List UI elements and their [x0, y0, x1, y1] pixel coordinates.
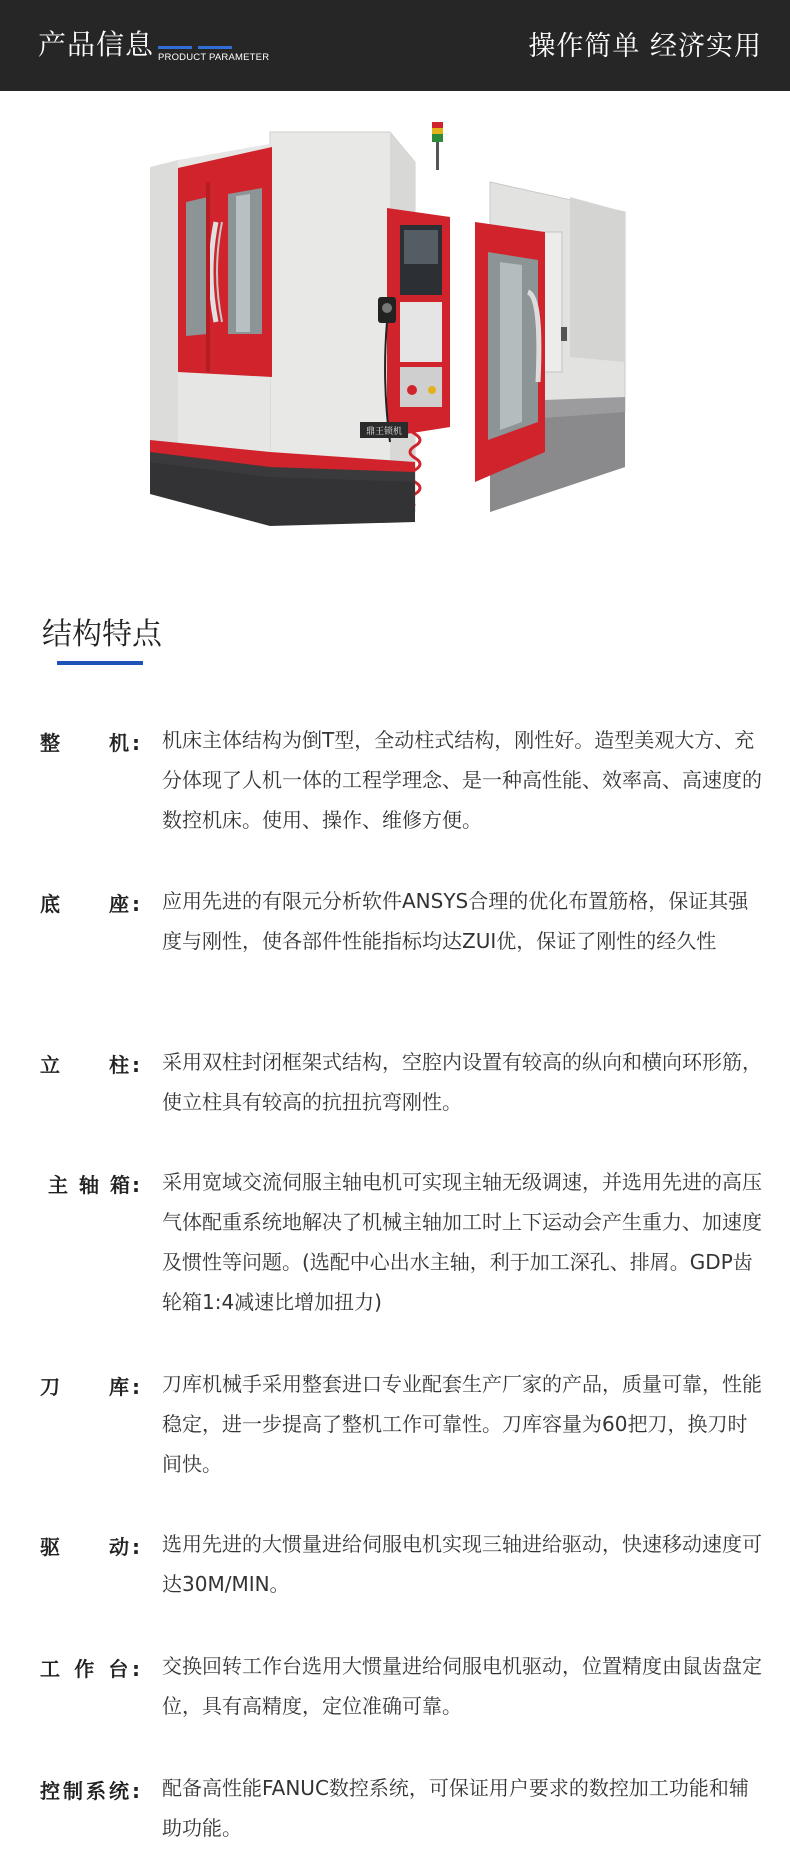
rear-cabinet-side	[570, 197, 625, 362]
signal-light-yellow	[432, 128, 443, 134]
rear-cabinet-handle	[561, 327, 567, 341]
header-title: 产品信息	[38, 28, 155, 61]
control-panel-buttons	[400, 367, 442, 407]
feature-label: 工 作 台:	[40, 1657, 140, 1681]
section-title: 结构特点	[42, 617, 162, 652]
control-panel-keys	[400, 302, 442, 362]
signal-light-red	[432, 122, 443, 128]
left-cabinet-side	[150, 160, 178, 447]
feature-text: 交换回转工作台选用大惯量进给伺服电机驱动，位置精度由鼠齿盘定位，具有高精度，定位准确可靠。	[162, 1654, 762, 1718]
feature-text: 选用先进的大惯量进给伺服电机实现三轴进给驱动，快速移动速度可达30M/MIN。	[162, 1532, 762, 1596]
feature-label: 立 柱:	[40, 1053, 140, 1077]
header-accent-bar	[198, 46, 232, 49]
feature-label: 控制系统:	[40, 1779, 140, 1803]
feature-text: 配备高性能FANUC数控系统，可保证用户要求的数控加工功能和辅助功能。	[162, 1776, 749, 1840]
handwheel	[382, 303, 392, 313]
feature-text: 采用宽域交流伺服主轴电机可实现主轴无级调速，并选用先进的高压气体配重系统地解决了机械主轴加工时上下运动会产生重力、加速度及惯性等问题。(选配中心出水主轴，利于加工深孔、排屑。GDP齿轮箱1:4减速比增加扭力)	[162, 1170, 762, 1314]
control-panel-display	[404, 230, 438, 264]
header-slogan: 操作简单 经济实用	[528, 31, 762, 62]
feature-text: 采用双柱封闭框架式结构，空腔内设置有较高的纵向和横向环形筋，使立柱具有较高的抗扭抗弯刚性。	[162, 1050, 762, 1114]
feature-label: 驱 动:	[40, 1535, 140, 1559]
emergency-stop	[407, 385, 417, 395]
page-header	[0, 0, 790, 91]
product-image	[150, 122, 630, 626]
cycle-button	[428, 386, 436, 394]
signal-light-pole	[436, 140, 439, 170]
section-title-underline	[57, 661, 143, 665]
feature-label: 整 机:	[40, 731, 140, 755]
feature-label: 底 座:	[40, 892, 140, 916]
header-decoration	[158, 42, 270, 64]
header-subtitle: PRODUCT PARAMETER	[158, 52, 270, 63]
feature-text: 刀库机械手采用整套进口专业配套生产厂家的产品，质量可靠，性能稳定，进一步提高了整机工作可靠性。刀库容量为60把刀，换刀时间快。	[162, 1372, 762, 1476]
left-door-window-a	[186, 197, 208, 336]
nameplate-text: 鼎王锁机	[365, 427, 403, 437]
signal-light-green	[432, 134, 443, 142]
feature-label: 主 轴 箱:	[48, 1173, 140, 1197]
feature-label: 刀 库:	[40, 1375, 140, 1399]
right-door-reflection	[500, 262, 522, 430]
feature-text: 应用先进的有限元分析软件ANSYS合理的优化布置筋格，保证其强度与刚性，使各部件性能指标均达ZUI优，保证了刚性的经久性	[162, 889, 749, 953]
header-accent-bar	[158, 46, 192, 49]
left-door-reflection	[236, 194, 250, 332]
feature-text: 机床主体结构为倒T型，全动柱式结构，刚性好。造型美观大方、充分体现了人机一体的工程学理念、是一种高性能、效率高、高速度的数控机床。使用、操作、维修方便。	[162, 728, 762, 832]
left-door-divider	[206, 182, 210, 372]
